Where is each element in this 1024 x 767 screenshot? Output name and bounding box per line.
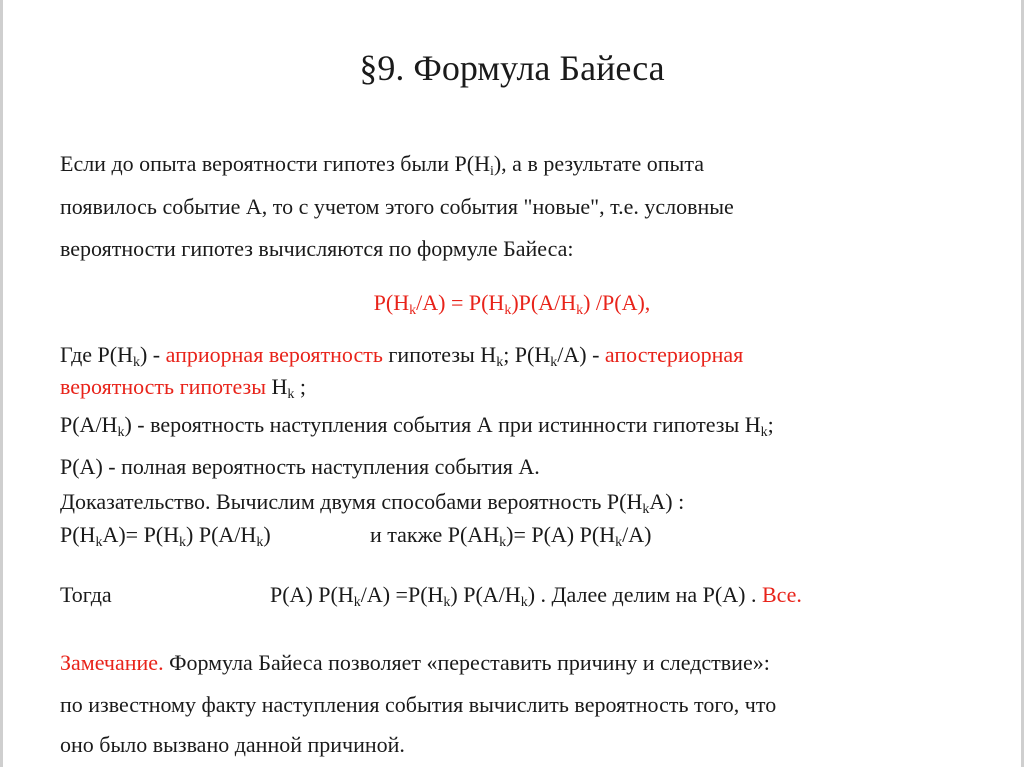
remark-label: Замечание. xyxy=(60,650,164,675)
intro-line-3: вероятности гипотез вычисляются по формуле Байеса: xyxy=(60,236,574,261)
posterior-term-continued: вероятность гипотезы xyxy=(60,374,266,399)
where-line-4: P(A) - полная вероятность наступления события А. xyxy=(60,454,540,479)
where-line-2: вероятность гипотезы $H_k$ ; xyxy=(60,374,306,402)
remark-line-2: по известному факту наступления события вычислить вероятность того, что xyxy=(60,692,777,717)
then-label: Тогда xyxy=(60,582,112,607)
proof-line-2: $P(H_kA)= P(H_k)$ $P(A/H_k)$ xyxy=(60,522,271,550)
remark-line-1: Замечание. Формула Байеса позволяет «переставить причину и следствие»: xyxy=(60,650,770,675)
proof-line-1: Доказательство. Вычислим двумя способами вероятность $P(H_kA)$ : xyxy=(60,489,685,517)
intro-line-2: появилось событие А, то с учетом этого события "новые", т.е. условные xyxy=(60,194,734,219)
bayes-formula: $P(H_k/A) = P(H_k)P(A/H_k)$ /P(A), xyxy=(373,290,651,318)
slide-title: §9. Формула Байеса xyxy=(359,48,665,88)
posterior-term: апостериорная xyxy=(604,342,744,367)
where-line-3: $P(A/H_k)$ - вероятность наступления события А при истинности гипотезы $H_k$; xyxy=(60,412,774,440)
then-equation: P(A) $P(H_k/A) =P(H_k)$ $P(A/H_k)$ . Далее делим на P(A) . Все. xyxy=(270,582,802,610)
remark-line-3: оно было вызвано данной причиной. xyxy=(60,732,405,757)
proof-line-2-alt: и также $P(AH_k)= P(A)$ $P(H_k/A)$ xyxy=(370,522,652,550)
prior-probability-term: априорная вероятность xyxy=(165,342,383,367)
qed-mark: Все. xyxy=(761,582,802,607)
intro-line-1: Если до опыта вероятности гипотез были $P(H_i)$, а в результате опыта xyxy=(60,151,704,179)
slide-left-border xyxy=(0,0,3,767)
where-line-1: Где $P(H_k)$ - априорная вероятность гипотезы $H_k$; $P(H_k/A)$ - апостериорная xyxy=(60,342,744,370)
